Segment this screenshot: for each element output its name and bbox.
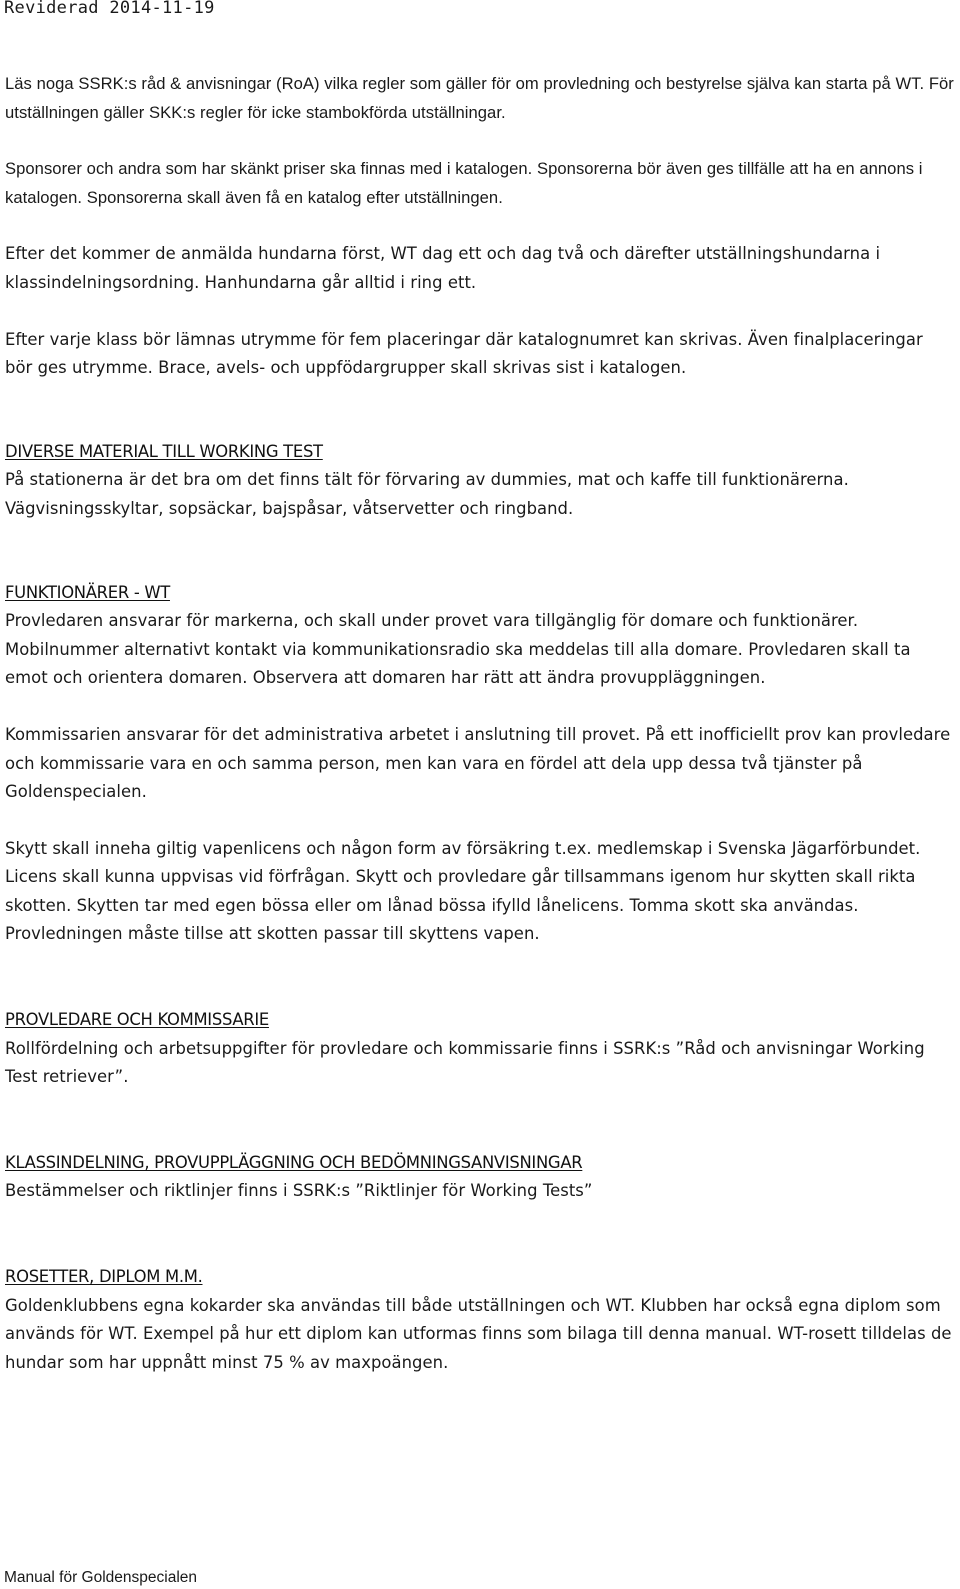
paragraph-sponsors: Sponsorer och andra som har skänkt priser ska finnas med i katalogen. Sponsorerna bör även ges tillfälle att ha en annons i katalogen. Sponsorerna skall även få en katalog efter utställningen.	[5, 159, 923, 207]
paragraph-roa-rules: Läs noga SSRK:s råd & anvisningar (RoA) vilka regler som gäller för om provledning och bestyrelse själva kan starta på WT. För utställningen gäller SKK:s regler för icke stambokförda utställningar.	[5, 74, 954, 122]
page-footer: Manual för Goldenspecialen	[4, 1569, 198, 1586]
section-paragraph: Kommissarien ansvarar för det administrativa arbetet i anslutning till provet. På ett inofficiellt prov kan provledare och kommissarie vara en och samma person, men kan vara en fördel att dela upp dessa två tjänster på Goldenspecialen.	[5, 724, 951, 802]
section-paragraph: Bestämmelser och riktlinjer finns i SSRK:s ”Riktlinjer för Working Tests”	[5, 1181, 593, 1201]
section-classes	[5, 1149, 955, 1206]
paragraph-placements: Efter varje klass bör lämnas utrymme för fem placeringar där katalognumret kan skrivas. Även finalplaceringar bör ges utrymme. Brace, avels- och uppfödargrupper skall skrivas sist i katalogen.	[5, 329, 923, 378]
section-heading-roles: PROVLEDARE OCH KOMMISSARIE	[5, 1010, 269, 1030]
section-heading-officials: FUNKTIONÄRER - WT	[5, 582, 170, 602]
section-heading-material: DIVERSE MATERIAL TILL WORKING TEST	[5, 441, 323, 461]
section-heading-rosettes: ROSETTER, DIPLOM M.M.	[5, 1267, 203, 1287]
section-officials	[5, 579, 955, 950]
section-material	[5, 438, 955, 524]
revision-date: Reviderad 2014-11-19	[4, 0, 215, 18]
section-paragraph: Rollfördelning och arbetsuppgifter för provledare och kommissarie finns i SSRK:s ”Råd och anvisningar Working Test retriever”.	[5, 1038, 925, 1087]
section-paragraph: Skytt skall inneha giltig vapenlicens och någon form av försäkring t.ex. medlemskap i Svenska Jägarförbundet. Licens skall kunna uppvisas vid förfrågan. Skytt och provledare går tillsammans igenom hur skytten skall rikta skotten. Skytten tar med egen bössa eller om lånad bössa ifylld lånelicens. Tomma skott ska användas. Provledningen måste tillse att skotten passar till skyttens vapen.	[5, 838, 921, 944]
section-paragraph: På stationerna är det bra om det finns tält för förvaring av dummies, mat och kaffe till funktionärerna. Vägvisningsskyltar, sopsäckar, bajspåsar, våtservetter och ringband.	[5, 470, 849, 518]
section-heading-classes: KLASSINDELNING, PROVUPPLÄGGNING OCH BEDÖMNINGSANVISNINGAR	[5, 1152, 583, 1172]
document-body	[5, 70, 955, 1377]
section-paragraph: Provledaren ansvarar för markerna, och skall under provet vara tillgänglig för domare och funktionärer. Mobilnummer alternativt kontakt via kommunikationsradio ska meddelas till alla domare. Provledaren skall ta emot och orientera domaren. Observera att domaren har rätt att ändra provuppläggningen.	[5, 611, 911, 688]
section-paragraph: Goldenklubbens egna kokarder ska användas till både utställningen och WT. Klubben har också egna diplom som används för WT. Exempel på hur ett diplom kan utformas finns som bilaga till denna manual. WT-rosett tilldelas de hundar som har uppnått minst 75 % av maxpoängen.	[5, 1295, 952, 1372]
section-rosettes	[5, 1263, 955, 1377]
section-roles	[5, 1006, 955, 1092]
paragraph-dog-order: Efter det kommer de anmälda hundarna först, WT dag ett och dag två och därefter utställningshundarna i klassindelningsordning. Hanhundarna går alltid i ring ett.	[5, 244, 881, 292]
